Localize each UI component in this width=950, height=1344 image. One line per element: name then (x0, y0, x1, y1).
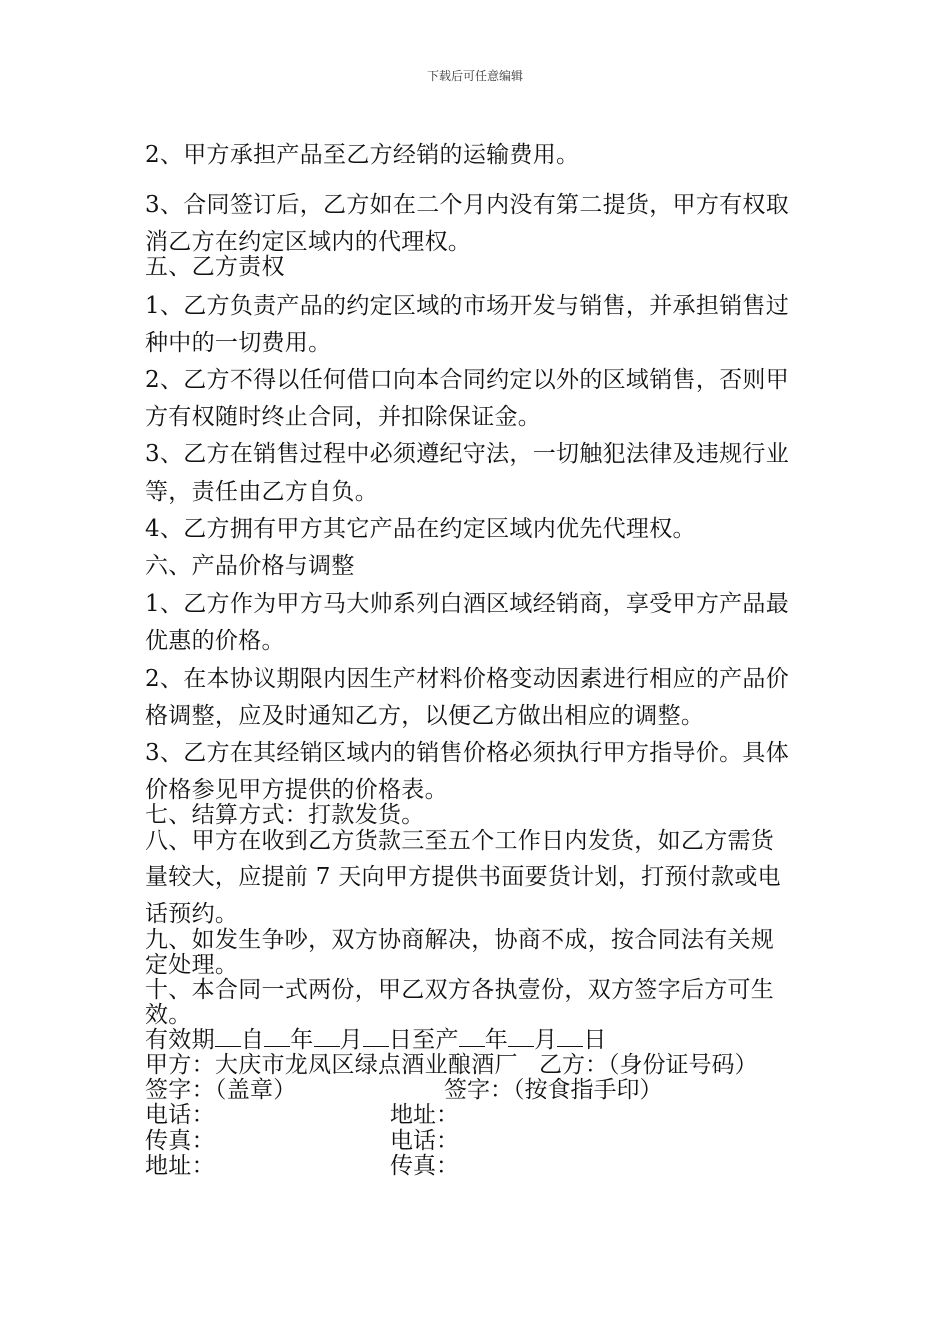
party-a-signature: 签字：（盖章） (145, 1077, 297, 1103)
clause-line: 八、甲方在收到乙方货款三至五个工作日内发货，如乙方需货 (145, 828, 775, 854)
clause-line: 2、在本协议期限内因生产材料价格变动因素进行相应的产品价 (145, 666, 790, 692)
party-a-address: 地址： (145, 1153, 215, 1179)
clause-line: 量较大，应提前 7 天向甲方提供书面要货计划，打预付款或电 (145, 864, 781, 890)
section-heading: 七、结算方式：打款发货。 (145, 802, 425, 828)
blank-field (363, 1026, 389, 1047)
section-heading: 五、乙方责权 (145, 254, 285, 280)
clause-line: 话预约。 (145, 901, 239, 927)
clause-line: 方有权随时终止合同，并扣除保证金。 (145, 404, 542, 430)
clause-line: 1、乙方作为甲方马大帅系列白酒区域经销商，享受甲方产品最 (145, 591, 790, 617)
clause-line: 1、乙方负责产品的约定区域的市场开发与销售，并承担销售过 (145, 293, 790, 319)
party-b-signature: 签字：（按食指手印） (444, 1077, 663, 1103)
validity-prefix: 有效期 (145, 1027, 215, 1053)
party-a-fax: 传真： (145, 1128, 215, 1154)
clause-line: 3、合同签订后，乙方如在二个月内没有第二提货，甲方有权取 (145, 192, 790, 218)
party-b-address: 地址： (390, 1102, 459, 1128)
page-header: 下载后可任意编辑 (426, 69, 523, 83)
blank-field (557, 1026, 583, 1047)
party-a-phone: 电话： (145, 1102, 215, 1128)
blank-field (215, 1026, 241, 1047)
clause-line: 定处理。 (145, 952, 239, 978)
party-b-name: 乙方：（身份证号码） (539, 1052, 758, 1078)
party-a-name: 甲方：大庆市龙凤区绿点酒业酿酒厂 (145, 1052, 518, 1078)
validity-text: 月 (534, 1027, 558, 1053)
clause-line: 十、本合同一式两份，甲乙双方各执壹份，双方签字后方可生 (145, 977, 775, 1003)
validity-text: 日 (583, 1027, 607, 1053)
validity-text: 年 (290, 1027, 314, 1053)
clause-line: 效。 (145, 1002, 192, 1028)
blank-field (314, 1026, 340, 1047)
clause-line: 等，责任由乙方自负。 (145, 479, 378, 505)
clause-line: 2、乙方不得以任何借口向本合同约定以外的区域销售，否则甲 (145, 367, 790, 393)
clause-line: 消乙方在约定区域内的代理权。 (145, 229, 472, 255)
clause-line: 3、乙方在其经销区域内的销售价格必须执行甲方指导价。具体 (145, 740, 790, 766)
clause-line: 2、甲方承担产品至乙方经销的运输费用。 (145, 142, 580, 168)
validity-text: 自 (240, 1027, 265, 1053)
clause-line: 3、乙方在销售过程中必须遵纪守法，一切触犯法律及违规行业 (145, 441, 790, 467)
clause-line: 种中的一切费用。 (145, 330, 332, 356)
blank-field (264, 1026, 290, 1047)
clause-line: 价格参见甲方提供的价格表。 (145, 777, 448, 803)
validity-text: 年 (484, 1027, 509, 1053)
clause-line: 4、乙方拥有甲方其它产品在约定区域内优先代理权。 (145, 516, 696, 542)
party-b-fax: 传真： (390, 1153, 459, 1179)
blank-field (508, 1026, 534, 1047)
clause-line: 优惠的价格。 (145, 628, 285, 654)
party-b-phone: 电话： (390, 1128, 459, 1154)
validity-text: 日至产 (388, 1027, 459, 1053)
validity-text: 月 (339, 1027, 363, 1053)
clause-line: 格调整，应及时通知乙方，以便乙方做出相应的调整。 (145, 703, 705, 729)
clause-line: 九、如发生争吵，双方协商解决，协商不成，按合同法有关规 (145, 927, 775, 953)
section-heading: 六、产品价格与调整 (145, 553, 355, 579)
blank-field (459, 1026, 485, 1047)
